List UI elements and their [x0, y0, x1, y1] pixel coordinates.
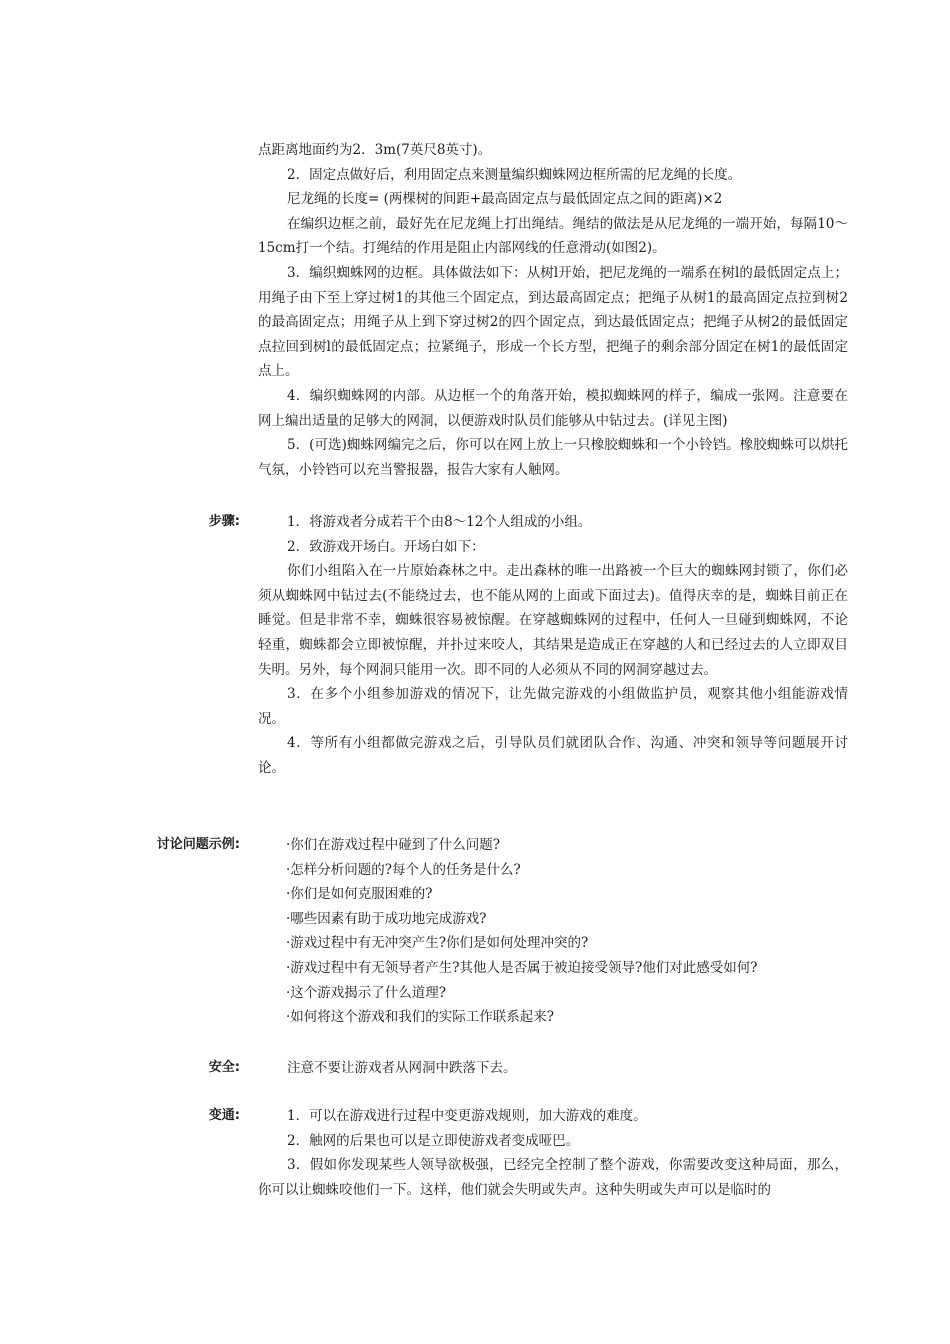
discussion-question: ·游戏过程中有无领导者产生?其他人是否属于被迫接受领导?他们对此感受如何?: [286, 959, 758, 976]
variations-label: 变通:: [208, 1108, 240, 1123]
safety-label: 安全:: [208, 1060, 240, 1075]
paragraph: 4．编织蜘蛛网的内部。从边框一个的角落开始，模拟蜘蛛网的样子，编成一张网。注意要在网上编出适量的足够大的网洞，以便游戏时队员们能够从中钻过去。(详见主图): [258, 387, 848, 429]
discussion-question: ·哪些因素有助于成功地完成游戏?: [286, 910, 487, 927]
discussion-question: ·游戏过程中有无冲突产生?你们是如何处理冲突的?: [286, 935, 589, 952]
intro-section: [258, 138, 848, 482]
steps-section: [258, 510, 848, 781]
safety-text: 注意不要让游戏者从网洞中跌落下去。: [287, 1060, 517, 1076]
discussion-question: ·怎样分析问题的?每个人的任务是什么?: [286, 861, 521, 878]
step-paragraph: 3．在多个小组参加游戏的情况下，让先做完游戏的小组做监护员，观察其他小组能游戏情况。: [258, 686, 848, 727]
variations-section: [258, 1104, 848, 1202]
step-paragraph: 4．等所有小组都做完游戏之后，引导队员们就团队合作、沟通、冲突和领导等问题展开讨论。: [258, 735, 848, 776]
step-paragraph: 你们小组陷入在一片原始森林之中。走出森林的唯一出路被一个巨大的蜘蛛网封锁了，你们必须从蜘蛛网中钻过去(不能绕过去，也不能从网的上面或下面过去)。值得庆幸的是，蜘蛛目前正在睡觉。但是非常不幸，蜘蛛很容易被惊醒。在穿越蜘蛛网的过程中，任何人一旦碰到蜘蛛网，不论轻重，蜘蛛都会立即被惊醒，并扑过来咬人，其结果是造成正在穿越的人和已经过去的人立即双目失明。另外，每个网洞只能用一次。即不同的人必须从不同的网洞穿越过去。: [258, 563, 848, 678]
variation-paragraph: 3．假如你发现某些人领导欲极强，已经完全控制了整个游戏，你需要改变这种局面，那么，你可以让蜘蛛咬他们一下。这样，他们就会失明或失声。这种失明或失声可以是临时的: [258, 1157, 848, 1198]
discussion-questions: [258, 833, 848, 1030]
discussion-question: ·你们在游戏过程中碰到了什么问题?: [286, 837, 501, 853]
discussion-question: ·这个游戏揭示了什么道理?: [286, 984, 447, 1001]
paragraph: 3．编织蜘蛛网的边框。具体做法如下：从树l开始，把尼龙绳的一端系在树l的最低固定点上；用绳子由下至上穿过树1的其他三个固定点，到达最高固定点；把绳子从树1的最高固定点拉到树2的最高固定点；用绳子从上到下穿过树2的四个固定点，到达最低固定点；把绳子从树2的最低固定点拉回到树l的最低固定点；拉紧绳子，形成一个长方型，把绳子的剩余部分固定在树1的最低固定点上。: [258, 264, 848, 380]
step-paragraph: 1．将游戏者分成若干个由8～12个人组成的小组。: [287, 514, 592, 530]
paragraph: 5．(可选)蜘蛛网编完之后，你可以在网上放上一只橡胶蜘蛛和一个小铃铛。橡胶蜘蛛可以烘托气氛，小铃铛可以充当警报器，报告大家有人触网。: [258, 437, 848, 478]
paragraph: 点距离地面约为2．3m(7英尺8英寸)。: [258, 142, 492, 158]
paragraph: 2．固定点做好后，利用固定点来测量编织蜘蛛网边框所需的尼龙绳的长度。: [287, 166, 742, 183]
discussion-question: ·你们是如何克服困难的?: [286, 886, 433, 903]
step-paragraph: 2．致游戏开场白。开场白如下：: [287, 538, 485, 555]
safety-section: [258, 1056, 848, 1081]
discussion-label: 讨论问题示例:: [156, 837, 240, 852]
paragraph: 在编织边框之前，最好先在尼龙绳上打出绳结。绳结的做法是从尼龙绳的一端开始，每隔10～15cm打一个结。打绳结的作用是阻止内部网线的任意滑动(如图2)。: [258, 215, 848, 257]
variation-paragraph: 2．触网的后果也可以是立即使游戏者变成哑巴。: [287, 1132, 580, 1149]
steps-label: 步骤:: [208, 514, 240, 529]
variation-paragraph: 1．可以在游戏进行过程中变更游戏规则，加大游戏的难度。: [287, 1108, 647, 1124]
discussion-question: ·如何将这个游戏和我们的实际工作联系起来?: [286, 1009, 555, 1026]
paragraph: 尼龙绳的长度= (两棵树的间距+最高固定点与最低固定点之间的距离)×2: [287, 191, 723, 208]
